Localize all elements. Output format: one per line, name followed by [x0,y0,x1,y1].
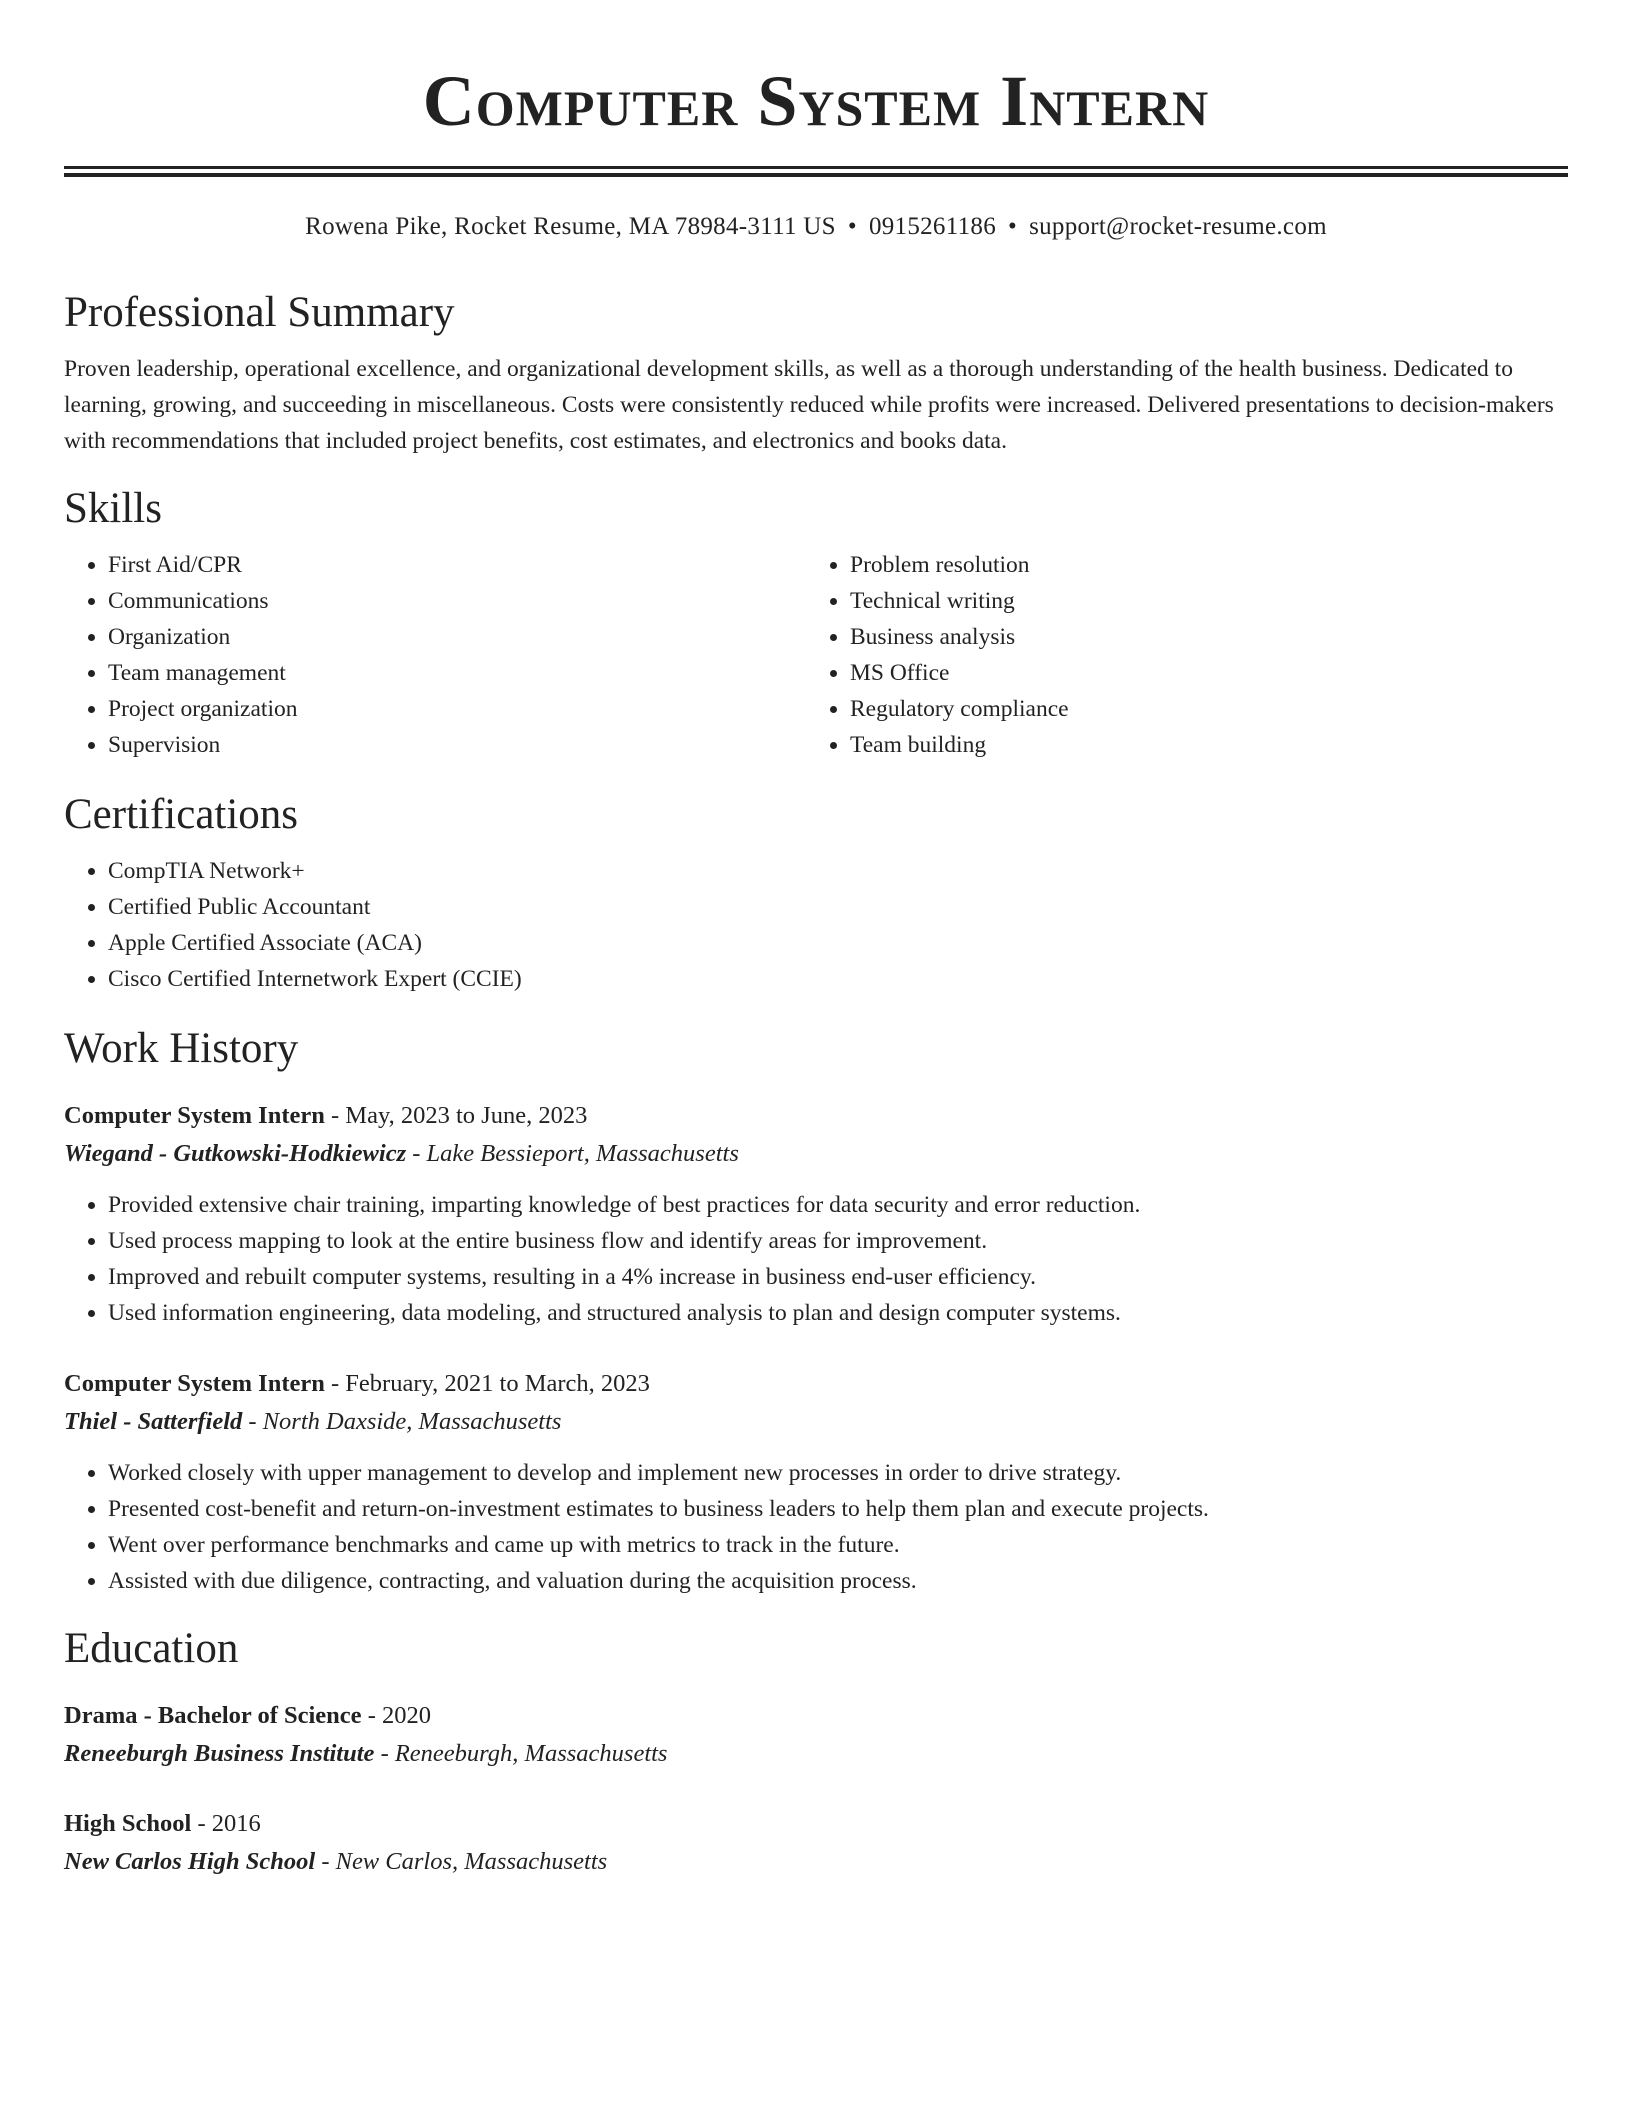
skill-item: • Problem resolution [850,547,1548,583]
certification-item: • CompTIA Network+ [108,853,1568,889]
contact-email[interactable]: support@rocket-resume.com [1029,213,1327,240]
certification-item: • Certified Public Accountant [108,889,1568,925]
job-entry [64,1365,1568,1599]
education-location: - New Carlos, Massachusetts [321,1848,608,1875]
job-responsibilities [64,1187,1568,1331]
skill-item: • First Aid/CPR [108,547,806,583]
education-location: - Reneeburgh, Massachusetts [380,1740,668,1767]
job-location: - Lake Bessieport, Massachusetts [412,1140,739,1167]
job-bullet: • Presented cost-benefit and return-on-investment estimates to business leaders to help them plan and execute projects. [108,1491,1568,1527]
skill-item: • Business analysis [850,619,1548,655]
skills-column-right [806,547,1548,763]
certification-item: • Apple Certified Associate (ACA) [108,925,1568,961]
job-title: Computer System Intern [64,1370,325,1397]
skill-item: • Project organization [108,691,806,727]
job-entry [64,1097,1568,1331]
skill-item: • Communications [108,583,806,619]
skills-grid [64,547,1568,763]
skill-item: • Technical writing [850,583,1548,619]
contact-separator: • [847,213,857,240]
education-year: - 2016 [197,1810,261,1837]
education-degree: Drama - Bachelor of Science [64,1702,362,1729]
title-double-rule [64,166,1568,177]
education-entry [64,1805,1568,1881]
job-header [64,1097,1568,1135]
education-year: - 2020 [367,1702,431,1729]
skill-item: • Organization [108,619,806,655]
education-degree: High School [64,1810,192,1837]
skills-list-left [64,547,806,763]
work-history-heading: Work History [64,1025,299,1072]
job-employer-line [64,1135,1568,1173]
education-heading: Education [64,1625,239,1672]
skill-item: • Supervision [108,727,806,763]
job-title: Computer System Intern [64,1102,325,1129]
education-school-line [64,1843,1568,1881]
skill-item: • Team management [108,655,806,691]
job-dates: - February, 2021 to March, 2023 [331,1370,650,1397]
job-company: Wiegand - Gutkowski-Hodkiewicz [64,1140,407,1167]
education-school-line [64,1735,1568,1773]
education-school: Reneeburgh Business Institute [64,1740,375,1767]
contact-line [64,211,1568,243]
skills-heading: Skills [64,485,162,532]
education-header [64,1697,1568,1735]
contact-separator: • [1008,213,1018,240]
job-header [64,1365,1568,1403]
education-header [64,1805,1568,1843]
skill-item: • Regulatory compliance [850,691,1548,727]
job-location: - North Daxside, Massachusetts [248,1408,562,1435]
skills-column-left [64,547,806,763]
job-employer-line [64,1403,1568,1441]
skill-item: • MS Office [850,655,1548,691]
job-bullet: • Assisted with due diligence, contracting, and valuation during the acquisition process. [108,1563,1568,1599]
job-dates: - May, 2023 to June, 2023 [331,1102,588,1129]
job-bullet: • Provided extensive chair training, imparting knowledge of best practices for data security and error reduction. [108,1187,1568,1223]
skill-item: • Team building [850,727,1548,763]
job-bullet: • Worked closely with upper management to develop and implement new processes in order to drive strategy. [108,1455,1568,1491]
job-bullet: • Used information engineering, data modeling, and structured analysis to plan and design computer systems. [108,1295,1568,1331]
job-bullet: • Improved and rebuilt computer systems, resulting in a 4% increase in business end-user efficiency. [108,1259,1568,1295]
education-entry [64,1697,1568,1773]
certifications-list [64,853,1568,997]
summary-heading: Professional Summary [64,289,455,336]
job-bullet: • Went over performance benchmarks and came up with metrics to track in the future. [108,1527,1568,1563]
contact-address: Rowena Pike, Rocket Resume, MA 78984-3111 US [305,213,836,240]
skills-list-right [806,547,1548,763]
summary-text: Proven leadership, operational excellence, and organizational development skills, as well as a thorough understanding of the health business. Dedicated to learning, growing, and succeeding in miscellaneous. Costs were consistently reduced while profits were increased. Delivered presentations to decision-makers with recommendations that included project benefits, cost estimates, and electronics and books data. [64,356,1554,454]
education-school: New Carlos High School [64,1848,316,1875]
contact-phone: 0915261186 [868,213,997,240]
certifications-heading: Certifications [64,791,299,838]
resume-title: Computer System Intern [422,61,1210,141]
job-company: Thiel - Satterfield [64,1408,243,1435]
job-responsibilities [64,1455,1568,1599]
job-bullet: • Used process mapping to look at the entire business flow and identify areas for improvement. [108,1223,1568,1259]
certification-item: • Cisco Certified Internetwork Expert (CCIE) [108,961,1568,997]
